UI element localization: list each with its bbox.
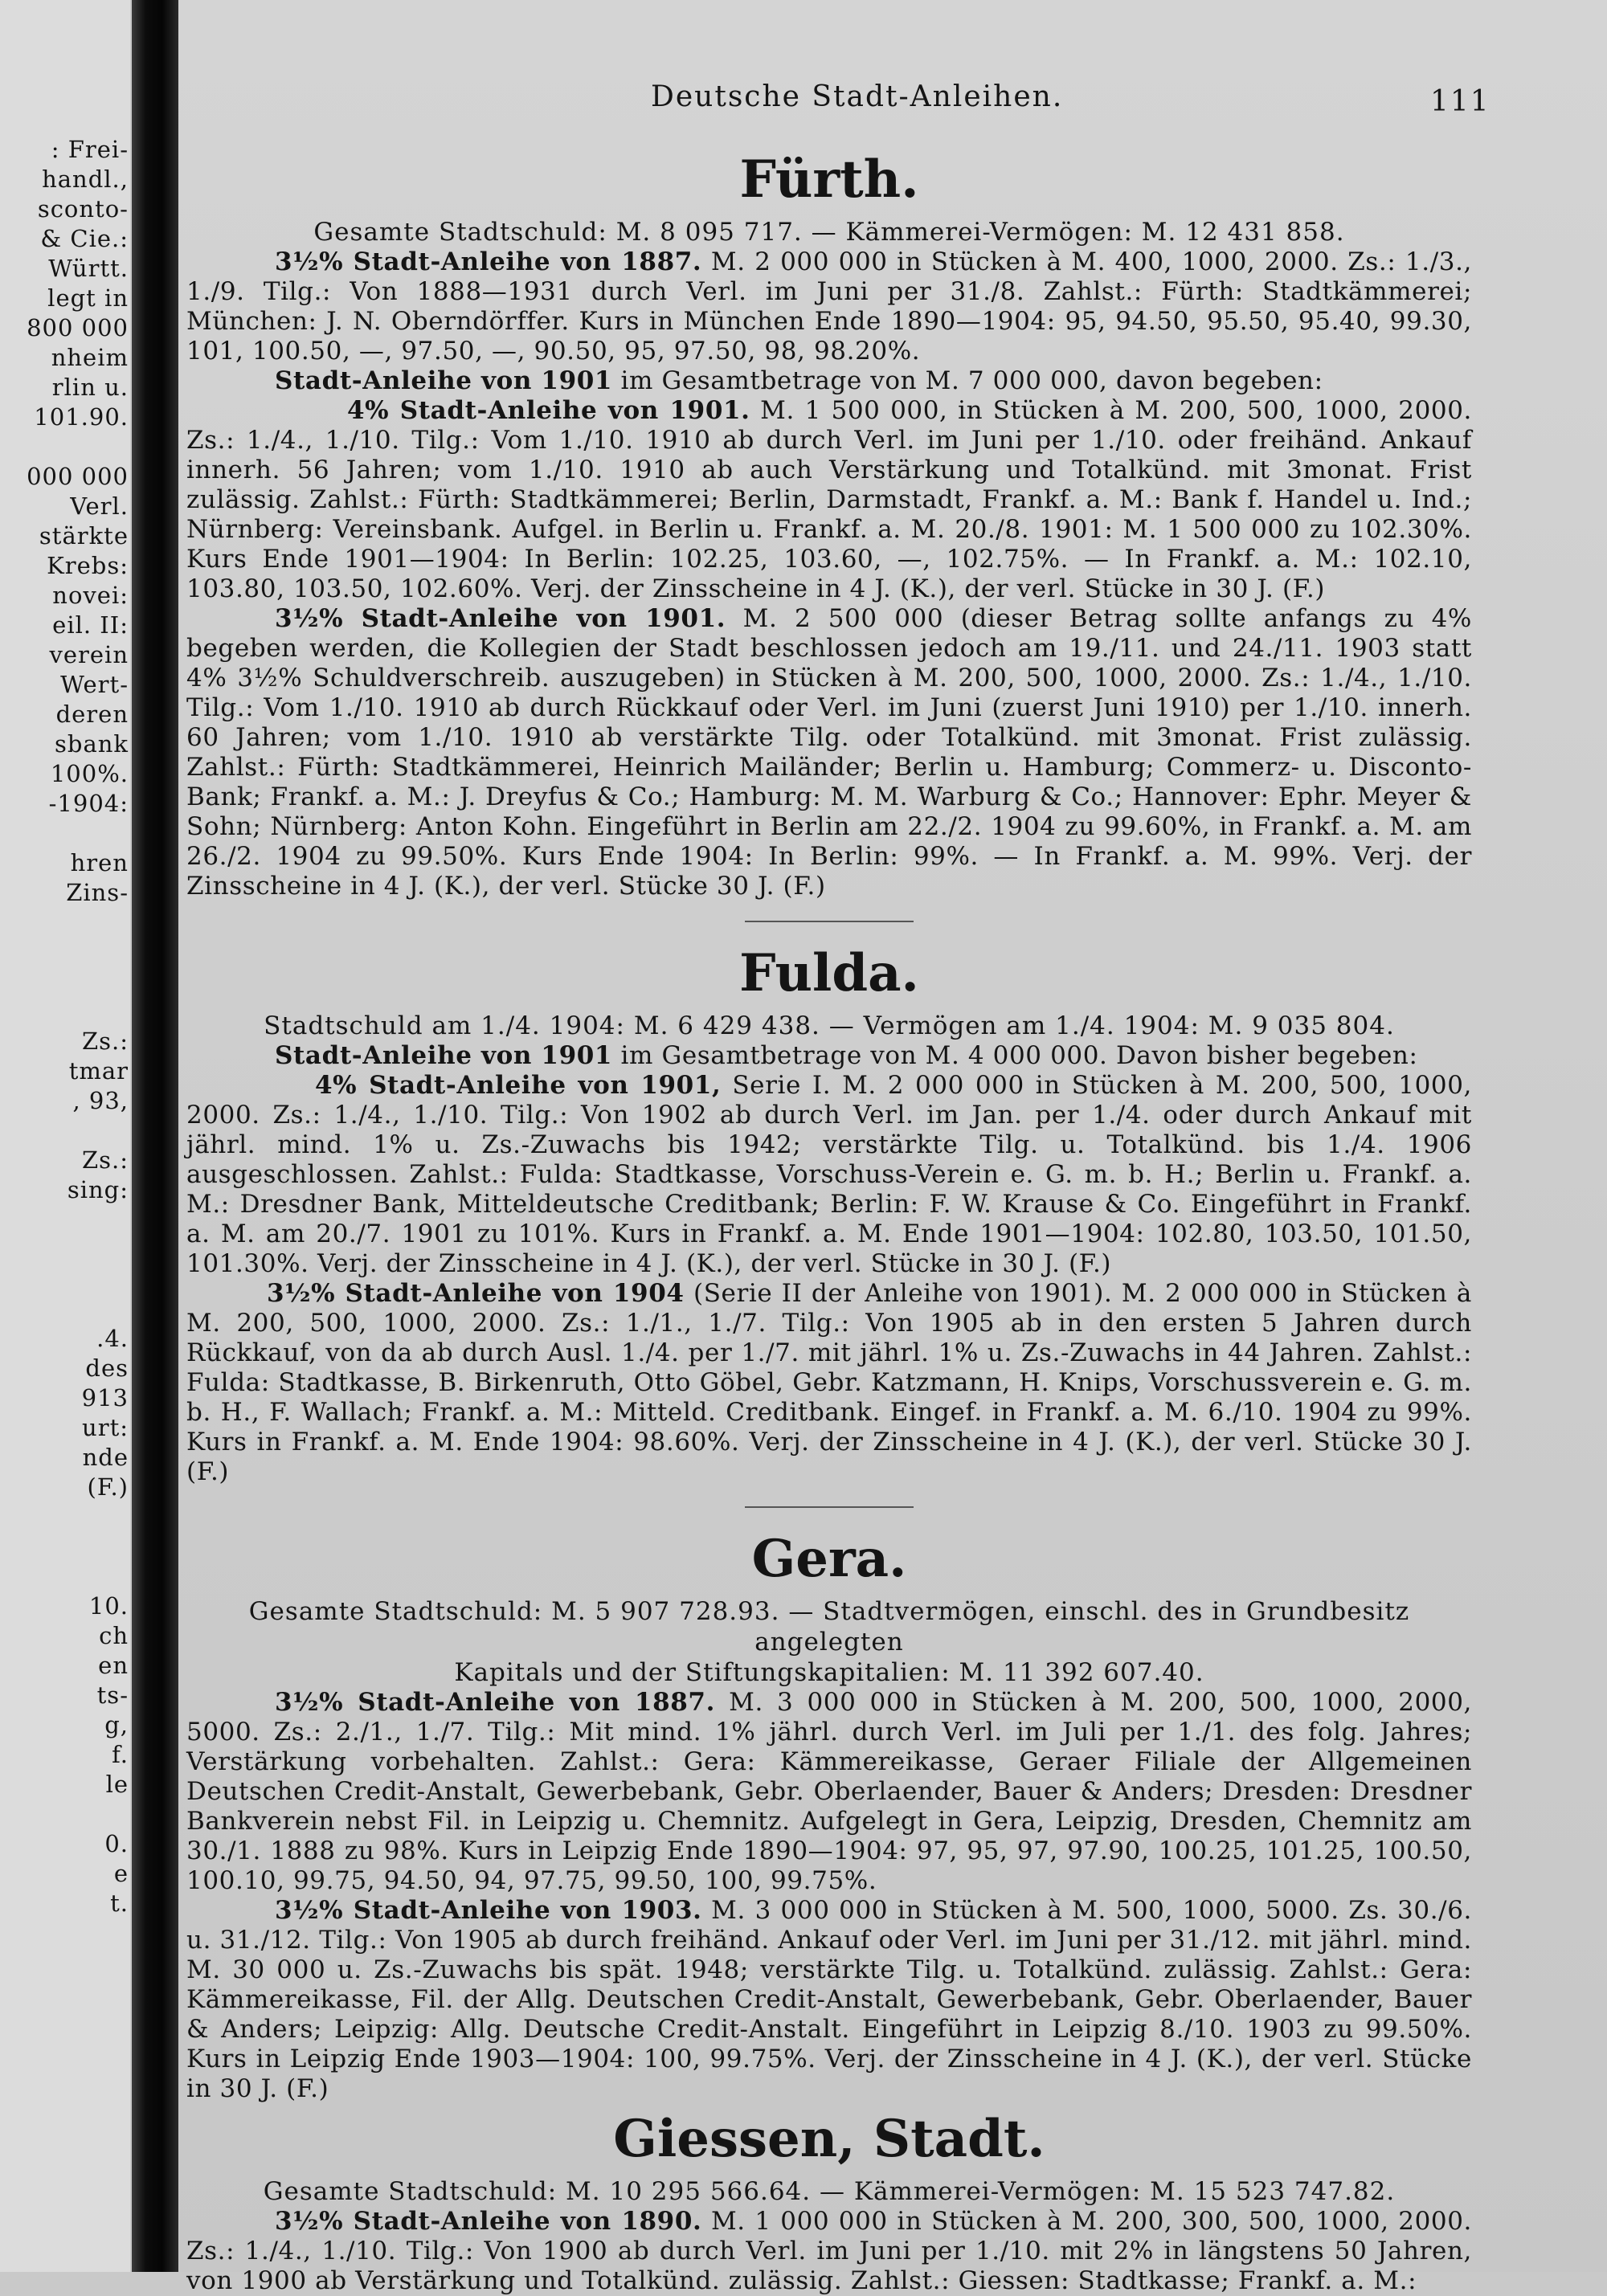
left-margin-fragment: .4. — [96, 1325, 129, 1352]
left-margin-fragment: Württ. — [48, 255, 129, 282]
loan-entry — [186, 396, 1472, 604]
loan-text: M. 3 000 000 in Stücken à M. 500, 1000, 5000. Zs. 30./6. u. 31./12. Tilg.: Von 1905 ab durch freihänd. Ankauf oder Verl. im Juni per 31./12. mit jährl. mind. M. 30 000 u. Zs.-Zuwachs bis spät. 1948; verstärkte Tilg. u. Totalkünd. zulässig. Zahlst.: Gera: Kämmereikasse, Fil. der Allg. Deutschen Credit-Anstalt, Gewerbebank, Gebr. Oberlaender, Bauer & Anders; Leipzig: Allg. Deutsche Credit-Anstalt. Eingeführt in Leipzig 8./10. 1903 zu 99.50%. Kurs in Leipzig Ende 1903—1904: 100, 99.75%. Verj. der Zinsscheine in 4 J. (K.), der verl. Stücke in 30 J. (F.) — [186, 1896, 1472, 2103]
loan-entry — [186, 366, 1472, 396]
city-heading: Fulda. — [739, 943, 919, 1003]
section-divider — [745, 921, 914, 922]
left-margin-fragment: t. — [110, 1890, 129, 1917]
section-giessen — [186, 2110, 1472, 2296]
left-margin-fragment: des — [85, 1354, 129, 1382]
loan-entry — [186, 1279, 1472, 1487]
left-margin-fragment: Zins- — [66, 879, 129, 906]
left-margin-fragment: le — [105, 1771, 129, 1798]
left-margin-fragment: 913 — [81, 1384, 129, 1412]
left-margin-fragment: Zs.: — [81, 1146, 129, 1174]
section-divider — [745, 1506, 914, 1508]
loan-text: im Gesamtbetrage von M. 7 000 000, davon begeben: — [612, 366, 1323, 395]
left-margin-fragment: sing: — [67, 1176, 129, 1203]
city-heading: Gera. — [751, 1529, 907, 1589]
left-margin-fragment: deren — [55, 701, 129, 728]
left-margin-fragment: verein — [49, 641, 129, 668]
summary-line: Stadtschuld am 1./4. 1904: M. 6 429 438. — Vermögen am 1./4. 1904: M. 9 035 804. — [264, 1011, 1395, 1040]
left-margin-fragment: rlin u. — [51, 374, 129, 401]
left-margin-fragment: (F.) — [87, 1473, 129, 1501]
left-margin-fragment: en — [98, 1652, 129, 1679]
loan-text: M. 2 000 000 in Stücken à M. 400, 1000, 2000. Zs.: 1./3., 1./9. Tilg.: Von 1888—1931 durch Verl. im Juni per 31./8. Zahlst.: Fürth: Stadtkämmerei; München: J. N. Oberndörffer. Kurs in München Ende 1890—1904: 95, 94.50, 95.50, 95.40, 99.30, 101, 100.50, —, 97.50, —, 90.50, 95, 97.50, 98, 98.20%. — [186, 247, 1472, 366]
loan-text: M. 3 000 000 in Stücken à M. 200, 500, 1000, 2000, 5000. Zs.: 2./1., 1./7. Tilg.: Mit mind. 1% jährl. durch Verl. im Juli per 1./1. des folg. Jahres; Verstärkung vorbehalten. Zahlst.: Gera: Kämmereikasse, Geraer Filiale der Allgemeinen Deutschen Credit-Anstalt, Gewerbebank, Gebr. Oberlaender, Bauer & Anders; Dresden: Dresdner Bankverein nebst Fil. in Leipzig u. Chemnitz. Aufgelegt in Gera, Leipzig, Dresden, Chemnitz am 30./1. 1888 zu 98%. Kurs in Leipzig Ende 1890—1904: 97, 95, 97, 97.90, 100.25, 101.25, 100.50, 100.10, 99.75, 94.50, 94, 97.75, 99.50, 100, 99.75%. — [186, 1688, 1472, 1895]
section-gera — [186, 1530, 1472, 2104]
loan-title: Stadt-Anleihe von 1901 — [275, 366, 613, 395]
loan-title: 3½% Stadt-Anleihe von 1903. — [275, 1896, 702, 1925]
summary-line: Gesamte Stadtschuld: M. 10 295 566.64. — Kämmerei-Vermögen: M. 15 523 747.82. — [263, 2177, 1396, 2206]
loan-entry — [186, 2207, 1472, 2296]
left-margin-fragment: nheim — [51, 344, 129, 371]
loan-text: (Serie II der Anleihe von 1901). M. 2 000 000 in Stücken à M. 200, 500, 1000, 2000. Zs.: 1./1., 1./7. Tilg.: Von 1905 ab in den ersten 5 Jahren durch Rückkauf, von da ab durch Ausl. 1./4. per 1./7. mit jährl. 1% u. Zs.-Zuwachs in 44 Jahren. Zahlst.: Fulda: Stadtkasse, B. Birkenruth, Otto Göbel, Gebr. Katzmann, H. Knips, Vorschussverein e. G. m. b. H., F. Wallach; Frankf. a. M.: Mitteld. Creditbank. Eingef. in Frankf. a. M. 6./10. 1904 zu 99%. Kurs in Frankf. a. M. Ende 1904: 98.60%. Verj. der Zinsscheine in 4 J. (K.), der verl. Stücke 30 J. (F.) — [186, 1279, 1472, 1486]
left-margin-fragment: 000 000 — [27, 463, 129, 490]
left-margin-fragment: 800 000 — [27, 314, 129, 341]
left-margin-fragment: 100%. — [50, 760, 129, 787]
loan-title: 3½% Stadt-Anleihe von 1887. — [275, 1688, 715, 1717]
left-margin-fragment: : Frei- — [51, 136, 129, 163]
summary-line: Gesamte Stadtschuld: M. 5 907 728.93. — Stadtvermögen, einschl. des in Grundbesitz angelegten — [248, 1597, 1410, 1657]
loan-entry — [186, 604, 1472, 901]
loan-text: M. 1 500 000, in Stücken à M. 200, 500, 1000, 2000. Zs.: 1./4., 1./10. Tilg.: Vom 1./10. 1910 ab durch Verl. im Juni per 1./10. oder freihänd. Ankauf innerh. 56 Jahren; vom 1./10. 1910 ab auch Verstärkung und Totalkünd. mit 3monat. Frist zulässig. Zahlst.: Fürth: Stadtkämmerei; Berlin, Darmstadt, Frankf. a. M.: Bank f. Handel u. Ind.; Nürnberg: Vereinsbank. Aufgel. in Berlin u. Frankf. a. M. 20./8. 1901: M. 1 500 000 zu 102.30%. Kurs Ende 1901—1904: In Berlin: 102.25, 103.60, —, 102.75%. — In Frankf. a. M.: 102.10, 103.80, 103.50, 102.60%. Verj. der Zinsscheine in 4 J. (K.), der verl. Stücke in 30 J. (F.) — [186, 396, 1472, 603]
loan-title: 3½% Stadt-Anleihe von 1901. — [275, 604, 726, 633]
left-margin-fragment: stärkte — [39, 522, 129, 549]
left-margin-fragment: Wert- — [60, 671, 129, 698]
loan-entry — [186, 1688, 1472, 1896]
left-margin-fragment: f. — [112, 1741, 129, 1768]
left-margin-fragment: e — [113, 1860, 129, 1887]
loan-entry — [186, 1041, 1472, 1071]
left-margin-fragment: Verl. — [70, 492, 129, 520]
left-margin-fragment: -1904: — [48, 790, 129, 817]
loan-title: 4% Stadt-Anleihe von 1901, — [315, 1071, 722, 1100]
city-heading: Giessen, Stadt. — [613, 2109, 1045, 2169]
left-margin-fragment: ts- — [96, 1681, 129, 1709]
loan-entry — [186, 247, 1472, 366]
left-margin-fragment: eil. II: — [52, 611, 129, 639]
left-margin-fragment: , 93, — [72, 1087, 129, 1114]
left-margin-fragment: tmar — [68, 1057, 129, 1085]
left-margin-fragment: g, — [104, 1711, 129, 1738]
loan-title: 3½% Stadt-Anleihe von 1890. — [275, 2207, 702, 2236]
left-margin-fragment: & Cie.: — [40, 225, 129, 252]
loan-title: 3½% Stadt-Anleihe von 1887. — [275, 247, 702, 276]
page-content — [186, 145, 1472, 2296]
loan-entry — [186, 1896, 1472, 2104]
left-margin-fragment: handl., — [42, 165, 129, 193]
left-margin-fragment: sbank — [55, 730, 129, 758]
summary-line: Gesamte Stadtschuld: M. 8 095 717. — Kämmerei-Vermögen: M. 12 431 858. — [313, 218, 1345, 247]
city-heading: Fürth. — [739, 149, 919, 210]
loan-text: Serie I. M. 2 000 000 in Stücken à M. 200, 500, 1000, 2000. Zs.: 1./4., 1./10. Tilg.: Von 1902 ab durch Verl. im Jan. per 1./4. oder durch Ankauf mit jährl. mind. 1% u. Zs.-Zuwachs bis 1942; verstärkte Tilg. u. Totalkünd. bis 1./4. 1906 ausgeschlossen. Zahlst.: Fulda: Stadtkasse, Vorschuss-Verein e. G. m. b. H.; Berlin u. Frankf. a. M.: Dresdner Bank, Mitteldeutsche Creditbank; Berlin: F. W. Krause & Co. Eingeführt in Frankf. a. M. am 20./7. 1901 zu 101%. Kurs in Frankf. a. M. Ende 1901—1904: 102.80, 103.50, 101.50, 101.30%. Verj. der Zinsscheine in 4 J. (K.), der verl. Stücke in 30 J. (F.) — [186, 1071, 1472, 1278]
book-gutter-shadow — [132, 0, 178, 2272]
loan-text: M. 1 000 000 in Stücken à M. 200, 300, 500, 1000, 2000. Zs.: 1./4., 1./10. Tilg.: Von 1900 ab durch Verl. im Juni per 1./10. mit 2% in längstens 50 Jahren, von 1900 ab Verstärkung und Totalkünd. zulässig. Zahlst.: Giessen: Stadtkasse; Frankf. a. M.: — [186, 2207, 1472, 2295]
left-margin-fragment: hren — [70, 849, 129, 876]
section-fuerth — [186, 151, 1472, 901]
left-margin-fragment: urt: — [82, 1414, 129, 1441]
loan-text: M. 2 500 000 (dieser Betrag sollte anfangs zu 4% begeben werden, die Kollegien der Stadt beschlossen jedoch am 19./11. und 24./11. 1903 statt 4% 3½% Schuldverschreib. auszugeben) in Stücken à M. 200, 500, 1000, 2000. Zs.: 1./4., 1./10. Tilg.: Vom 1./10. 1910 ab durch Rückkauf oder Verl. im Juni (zuerst Juni 1910) per 1./10. innerh. 60 Jahren; vom 1./10. 1910 ab verstärkte Tilg. oder Totalkünd. mit 3monat. Frist zulässig. Zahlst.: Fürth: Stadtkämmerei, Heinrich Mailänder; Berlin u. Hamburg; Commerz- u. Disconto-Bank; Frankf. a. M.: J. Dreyfus & Co.; Hamburg: M. M. Warburg & Co.; Hannover: Ephr. Meyer & Sohn; Nürnberg: Anton Kohn. Eingeführt in Berlin am 22./2. 1904 zu 99.60%, in Frankf. a. M. am 26./2. 1904 zu 99.50%. Kurs Ende 1904: In Berlin: 99%. — In Frankf. a. M. 99%. Verj. der Zinsscheine in 4 J. (K.), der verl. Stücke 30 J. (F.) — [186, 604, 1472, 901]
left-margin-fragment: 10. — [88, 1592, 129, 1620]
left-margin-fragment: Zs.: — [81, 1027, 129, 1055]
left-margin-fragment: nde — [82, 1444, 129, 1471]
left-margin-fragment: novei: — [52, 582, 129, 609]
summary-line: Kapitals und der Stiftungskapitalien: M. 11 392 607.40. — [454, 1658, 1204, 1687]
section-fulda — [186, 945, 1472, 1487]
left-margin-fragment: sconto- — [37, 195, 129, 223]
left-margin-fragment: Krebs: — [47, 552, 129, 579]
loan-title: 3½% Stadt-Anleihe von 1904 — [267, 1279, 685, 1308]
loan-title: 4% Stadt-Anleihe von 1901. — [347, 396, 750, 425]
loan-title: Stadt-Anleihe von 1901 — [275, 1041, 613, 1070]
left-margin-fragment: legt in — [47, 284, 129, 312]
left-margin-fragment: ch — [99, 1622, 129, 1649]
loan-entry — [186, 1071, 1472, 1279]
left-margin-fragment: 0. — [104, 1830, 129, 1857]
loan-text: im Gesamtbetrage von M. 4 000 000. Davon bisher begeben: — [612, 1041, 1418, 1070]
left-margin-fragment: 101.90. — [34, 403, 129, 431]
page-number: 111 — [1430, 85, 1490, 118]
running-head: Deutsche Stadt-Anleihen. — [651, 80, 1064, 113]
left-page-fragment — [0, 0, 130, 2272]
